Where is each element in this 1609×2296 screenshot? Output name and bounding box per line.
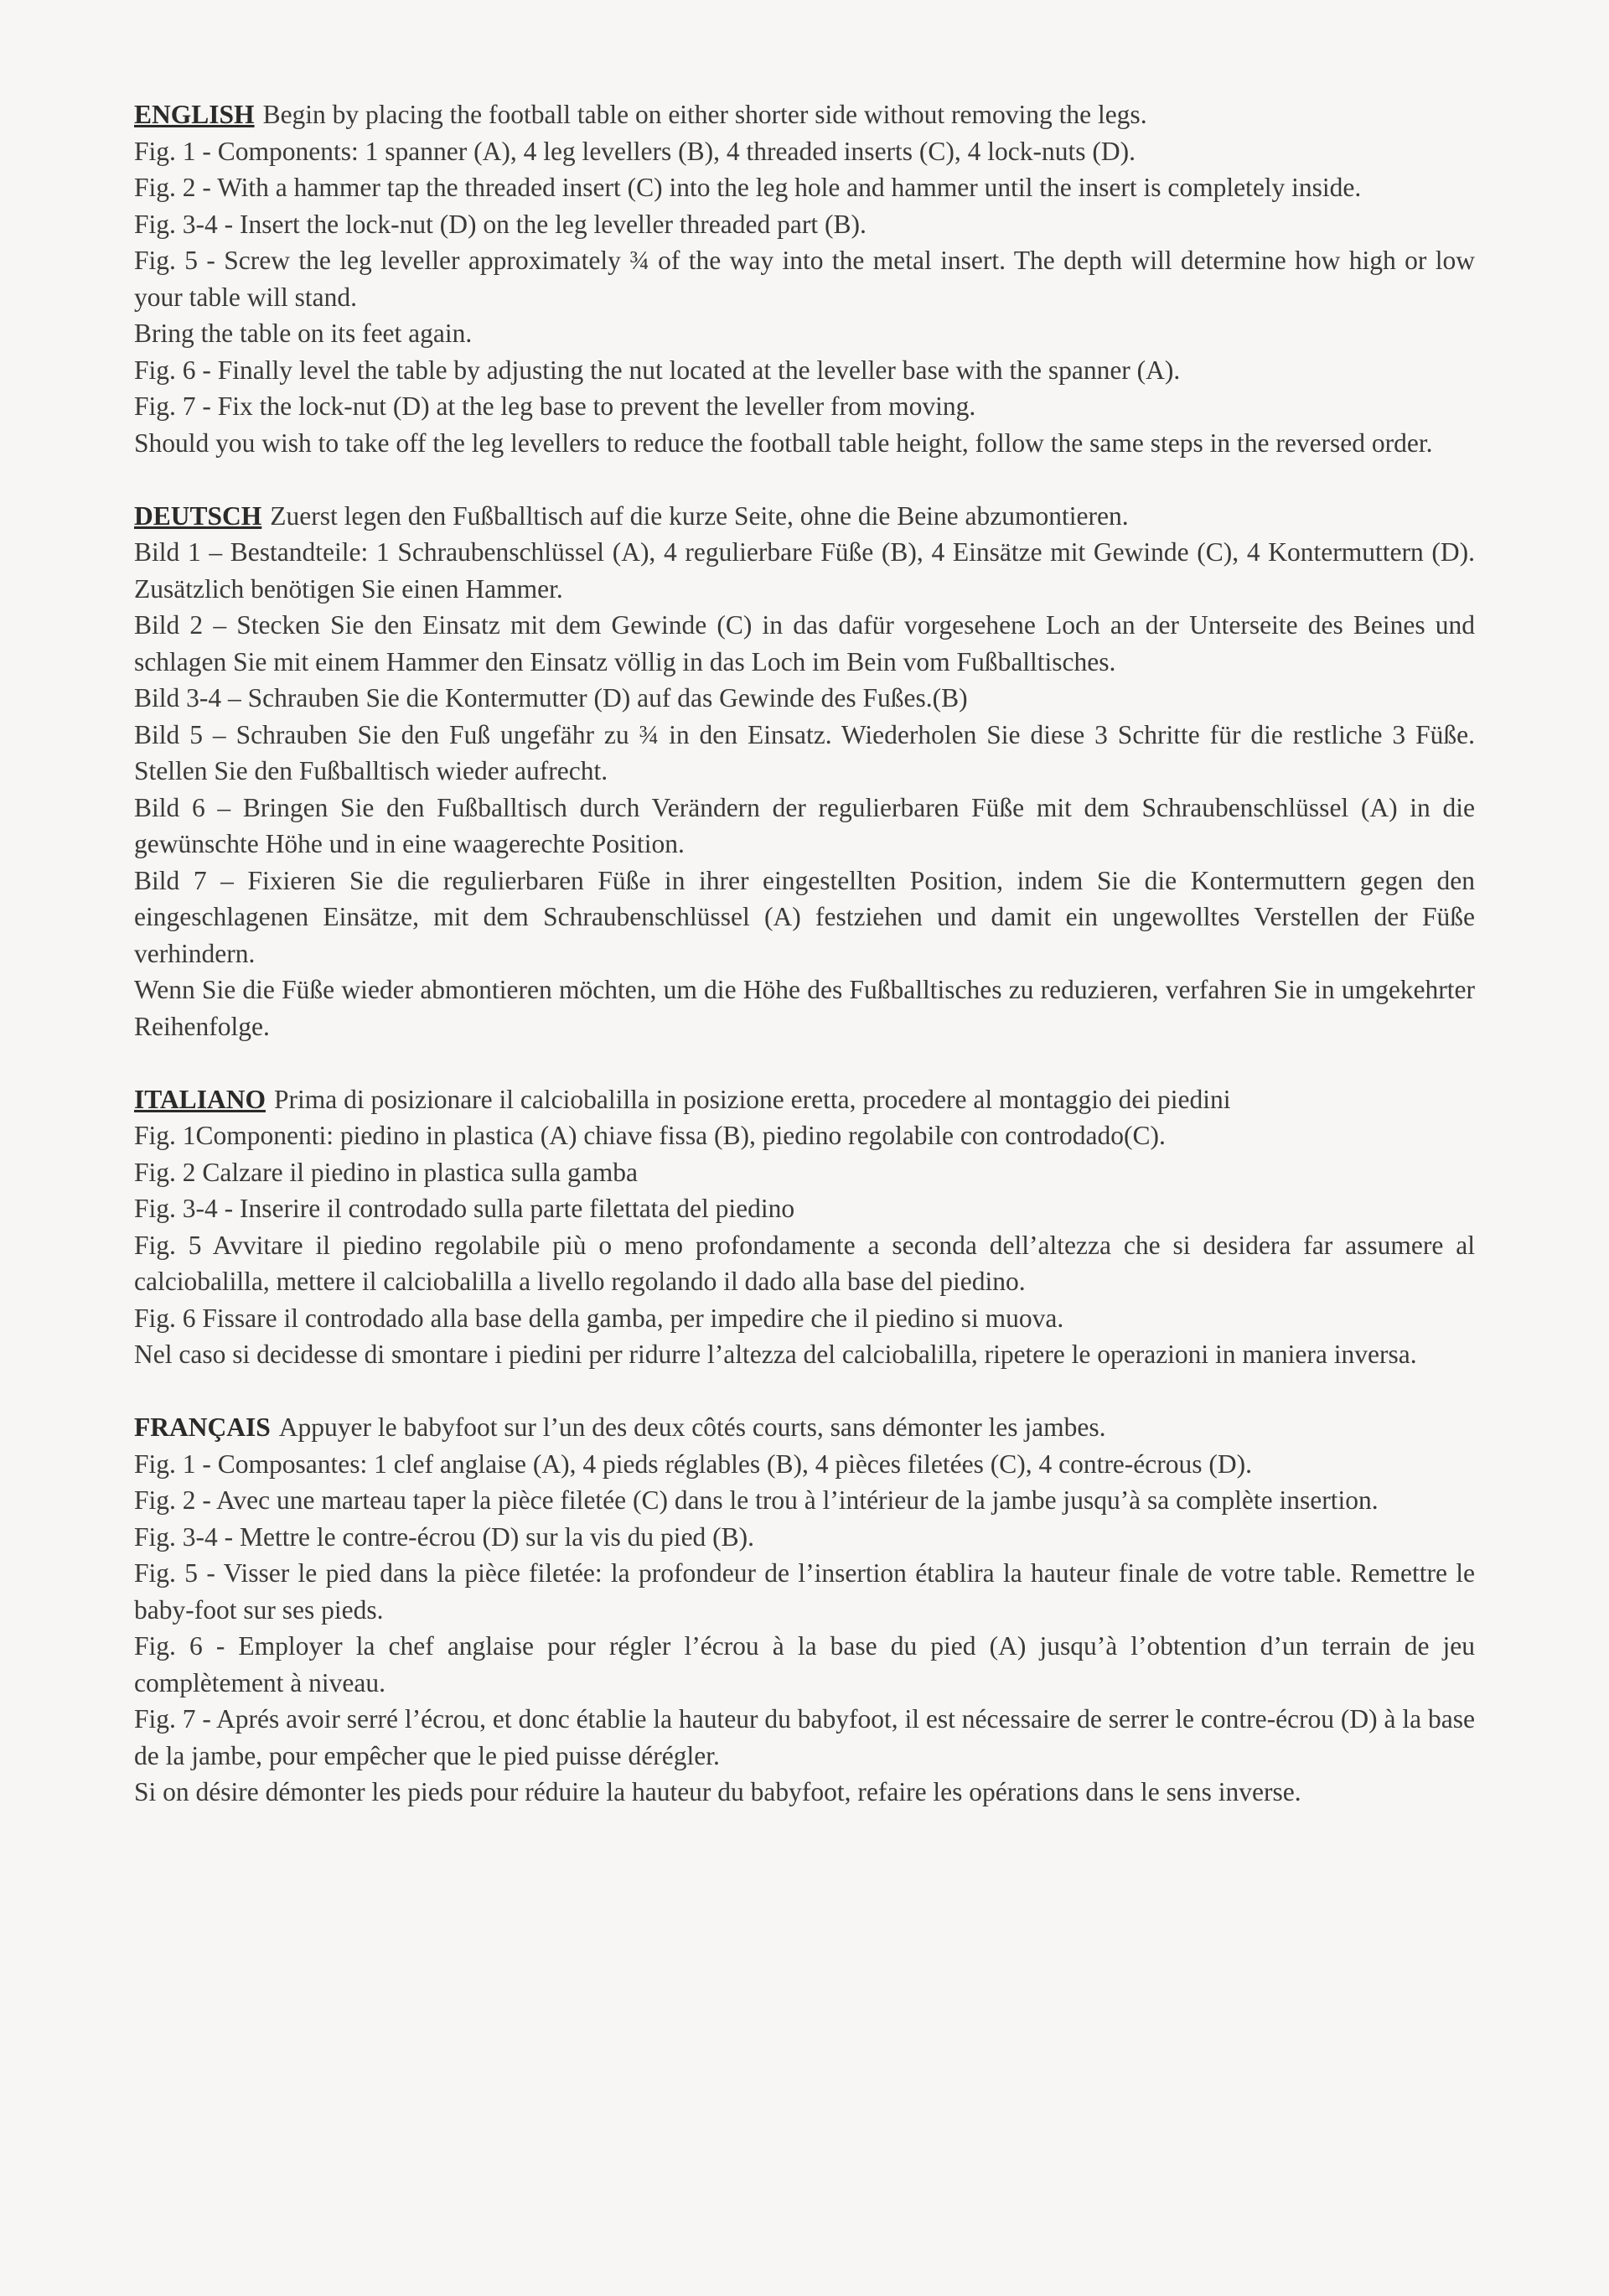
section-intro: [134, 1081, 1475, 1118]
section-italiano: [134, 1081, 1475, 1373]
section-intro: [134, 498, 1475, 535]
instruction-step: Fig. 6 - Employer la chef anglaise pour régler l’écrou à la base du pied (A) jusqu’à l’obtention d’un terrain de jeu complètement à niveau.: [134, 1631, 1475, 1697]
instruction-step: Bild 3-4 – Schrauben Sie die Kontermutter (D) auf das Gewinde des Fußes.(B): [134, 683, 968, 713]
section-heading-deutsch: DEUTSCH: [134, 500, 262, 531]
instruction-step: Fig. 3-4 - Mettre le contre-écrou (D) sur la vis du pied (B).: [134, 1521, 755, 1552]
instruction-step: Fig. 6 - Finally level the table by adjusting the nut located at the leveller base with the spanner (A).: [134, 355, 1181, 385]
instruction-step: Fig. 1 - Components: 1 spanner (A), 4 leg levellers (B), 4 threaded inserts (C), 4 lock-nuts (D).: [134, 136, 1136, 166]
section-heading-francais: FRANÇAIS: [134, 1412, 271, 1442]
instruction-step: Fig. 7 - Aprés avoir serré l’écrou, et donc établie la hauteur du babyfoot, il est nécessaire de serrer le contre-écrou (D) à la base de la jambe, pour empêcher que le pied puisse dérégler.: [134, 1704, 1475, 1770]
instruction-step: Fig. 1Componenti: piedino in plastica (A) chiave fissa (B), piedino regolabile con controdado(C).: [134, 1121, 1166, 1150]
instruction-sheet: [134, 96, 1475, 1847]
section-francais: [134, 1409, 1475, 1811]
section-deutsch: [134, 498, 1475, 1045]
section-heading-english: ENGLISH: [134, 100, 255, 129]
instruction-step: Nel caso si decidesse di smontare i piedini per ridurre l’altezza del calciobalilla, ripetere le operazioni in maniera inversa.: [134, 1340, 1417, 1369]
instruction-step: Should you wish to take off the leg levellers to reduce the football table height, follow the same steps in the reversed order.: [134, 428, 1433, 458]
section-intro: [134, 96, 1475, 133]
intro-text: Prima di posizionare il calciobalilla in posizione eretta, procedere al montaggio dei piedini: [273, 1084, 1231, 1114]
instruction-step: Bild 2 – Stecken Sie den Einsatz mit dem Gewinde (C) in das dafür vorgesehene Loch an der Unterseite des Beines und schlagen Sie mit einem Hammer den Einsatz völlig in das Loch im Bein vom Fußballtisches.: [134, 610, 1475, 676]
section-english: [134, 96, 1475, 461]
instruction-step: Fig. 2 Calzare il piedino in plastica sulla gamba: [134, 1157, 638, 1187]
instruction-step: Fig. 5 - Visser le pied dans la pièce filetée: la profondeur de l’insertion établira la hauteur finale de votre table. Remettre le baby-foot sur ses pieds.: [134, 1558, 1475, 1625]
instruction-step: Bild 5 – Schrauben Sie den Fuß ungefähr zu ¾ in den Einsatz. Wiederholen Sie diese 3 Schritte für die restliche 3 Füße. Stellen Sie den Fußballtisch wieder aufrecht.: [134, 719, 1475, 785]
instruction-step: Bring the table on its feet again.: [134, 319, 473, 348]
instruction-step: Fig. 6 Fissare il controdado alla base della gamba, per impedire che il piedino si muova.: [134, 1303, 1064, 1333]
instruction-step: Bild 6 – Bringen Sie den Fußballtisch durch Verändern der regulierbaren Füße mit dem Schraubenschlüssel (A) in die gewünschte Höhe und in eine waagerechte Position.: [134, 792, 1475, 858]
instruction-step: Fig. 5 - Screw the leg leveller approximately ¾ of the way into the metal insert. The depth will determine how high or low your table will stand.: [134, 246, 1475, 312]
instruction-step: Fig. 2 - With a hammer tap the threaded insert (C) into the leg hole and hammer until the insert is completely inside.: [134, 173, 1362, 202]
instruction-step: Fig. 5 Avvitare il piedino regolabile più o meno profondamente a seconda dell’altezza che si desidera far assumere al calciobalilla, mettere il calciobalilla a livello regolando il dado alla base del piedino.: [134, 1230, 1475, 1296]
section-intro: [134, 1409, 1475, 1446]
instruction-step: Fig. 7 - Fix the lock-nut (D) at the leg base to prevent the leveller from moving.: [134, 391, 976, 421]
intro-text: Zuerst legen den Fußballtisch auf die kurze Seite, ohne die Beine abzumontieren.: [270, 500, 1129, 531]
instruction-step: Bild 7 – Fixieren Sie die regulierbaren Füße in ihrer eingestellten Position, indem Sie die Kontermuttern gegen den eingeschlagenen Einsätze, mit dem Schraubenschlüssel (A) festziehen und damit ein ungewolltes Verstellen der Füße verhindern.: [134, 865, 1475, 968]
instruction-step: Wenn Sie die Füße wieder abmontieren möchten, um die Höhe des Fußballtisches zu reduzieren, verfahren Sie in umgekehrter Reihenfolge.: [134, 975, 1475, 1041]
instruction-step: Bild 1 – Bestandteile: 1 Schraubenschlüssel (A), 4 regulierbare Füße (B), 4 Einsätze mit Gewinde (C), 4 Kontermuttern (D). Zusätzlich benötigen Sie einen Hammer.: [134, 537, 1475, 604]
instruction-step: Fig. 1 - Composantes: 1 clef anglaise (A), 4 pieds réglables (B), 4 pièces filetées (C), 4 contre-écrous (D).: [134, 1449, 1252, 1479]
instruction-step: Si on désire démonter les pieds pour réduire la hauteur du babyfoot, refaire les opérations dans le sens inverse.: [134, 1777, 1301, 1806]
instruction-step: Fig. 3-4 - Insert the lock-nut (D) on the leg leveller threaded part (B).: [134, 209, 867, 239]
intro-text: Appuyer le babyfoot sur l’un des deux côtés courts, sans démonter les jambes.: [278, 1412, 1106, 1442]
instruction-step: Fig. 3-4 - Inserire il controdado sulla parte filettata del piedino: [134, 1194, 795, 1223]
section-heading-italiano: ITALIANO: [134, 1084, 266, 1114]
instruction-step: Fig. 2 - Avec une marteau taper la pièce filetée (C) dans le trou à l’intérieur de la jambe jusqu’à sa complète insertion.: [134, 1485, 1379, 1515]
intro-text: Begin by placing the football table on either shorter side without removing the legs.: [262, 100, 1147, 129]
